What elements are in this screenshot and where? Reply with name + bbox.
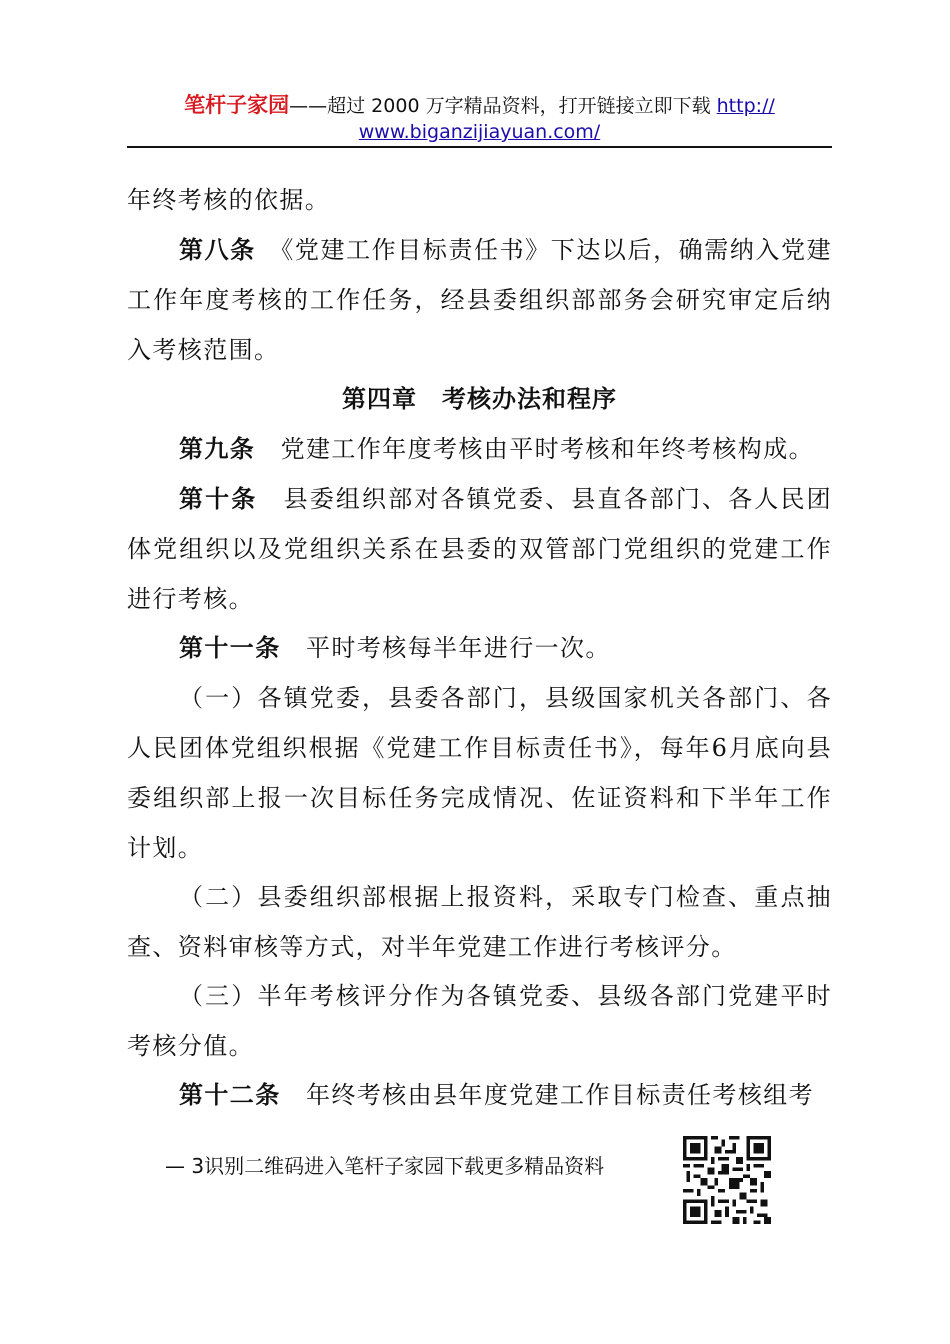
header-divider <box>127 146 832 148</box>
article-10-label: 第十条 <box>179 485 258 513</box>
article-11 <box>127 623 832 673</box>
brand-name: 笔杆子家园 <box>184 93 290 117</box>
article-8-label: 第八条 <box>179 236 256 264</box>
article-8-text: 《党建工作目标责任书》下达以后，确需纳入党建工作年度考核的工作任务，经县委组织部部务会研究审定后纳入考核范围。 <box>127 236 832 364</box>
article-8 <box>127 225 832 375</box>
qr-code-icon[interactable] <box>683 1136 771 1224</box>
article-9-label: 第九条 <box>179 435 256 463</box>
item-3: （三）半年考核评分作为各镇党委、县级各部门党建平时考核分值。 <box>127 982 832 1060</box>
article-12-label: 第十二条 <box>179 1081 281 1109</box>
item-1: （一）各镇党委，县委各部门，县级国家机关各部门、各人民团体党组织根据《党建工作目标责任书》，每年6月底向县委组织部上报一次目标任务完成情况、佐证资料和下半年工作计划。 <box>127 684 832 862</box>
article-12-text: 年终考核由县年度党建工作目标责任考核组考 <box>306 1081 815 1109</box>
item-2: （二）县委组织部根据上报资料，采取专门检查、重点抽查、资料审核等方式，对半年党建工作进行考核评分。 <box>127 883 832 961</box>
website-link-part2[interactable]: www.biganzijiayuan.com/ <box>358 121 601 143</box>
chapter-heading: 第四章 考核办法和程序 <box>342 385 617 413</box>
article-9-text: 党建工作年度考核由平时考核和年终考核构成。 <box>280 435 815 463</box>
footer-text: — 3识别二维码进入笔杆子家园下载更多精品资料 <box>165 1154 605 1178</box>
article-11-label: 第十一条 <box>179 634 281 662</box>
article-10 <box>127 474 832 624</box>
page-header <box>127 92 832 145</box>
article-12 <box>127 1070 832 1120</box>
article-11-text: 平时考核每半年进行一次。 <box>306 634 611 662</box>
article-9 <box>127 424 832 474</box>
paragraph-continuation: 年终考核的依据。 <box>127 186 331 214</box>
website-link-part1[interactable]: http:// <box>716 95 775 117</box>
header-tagline: ——超过 2000 万字精品资料，打开链接立即下载 <box>289 95 717 117</box>
article-10-text: 县委组织部对各镇党委、县直各部门、各人民团体党组织以及党组织关系在县委的双管部门党组织的党建工作进行考核。 <box>127 485 832 613</box>
